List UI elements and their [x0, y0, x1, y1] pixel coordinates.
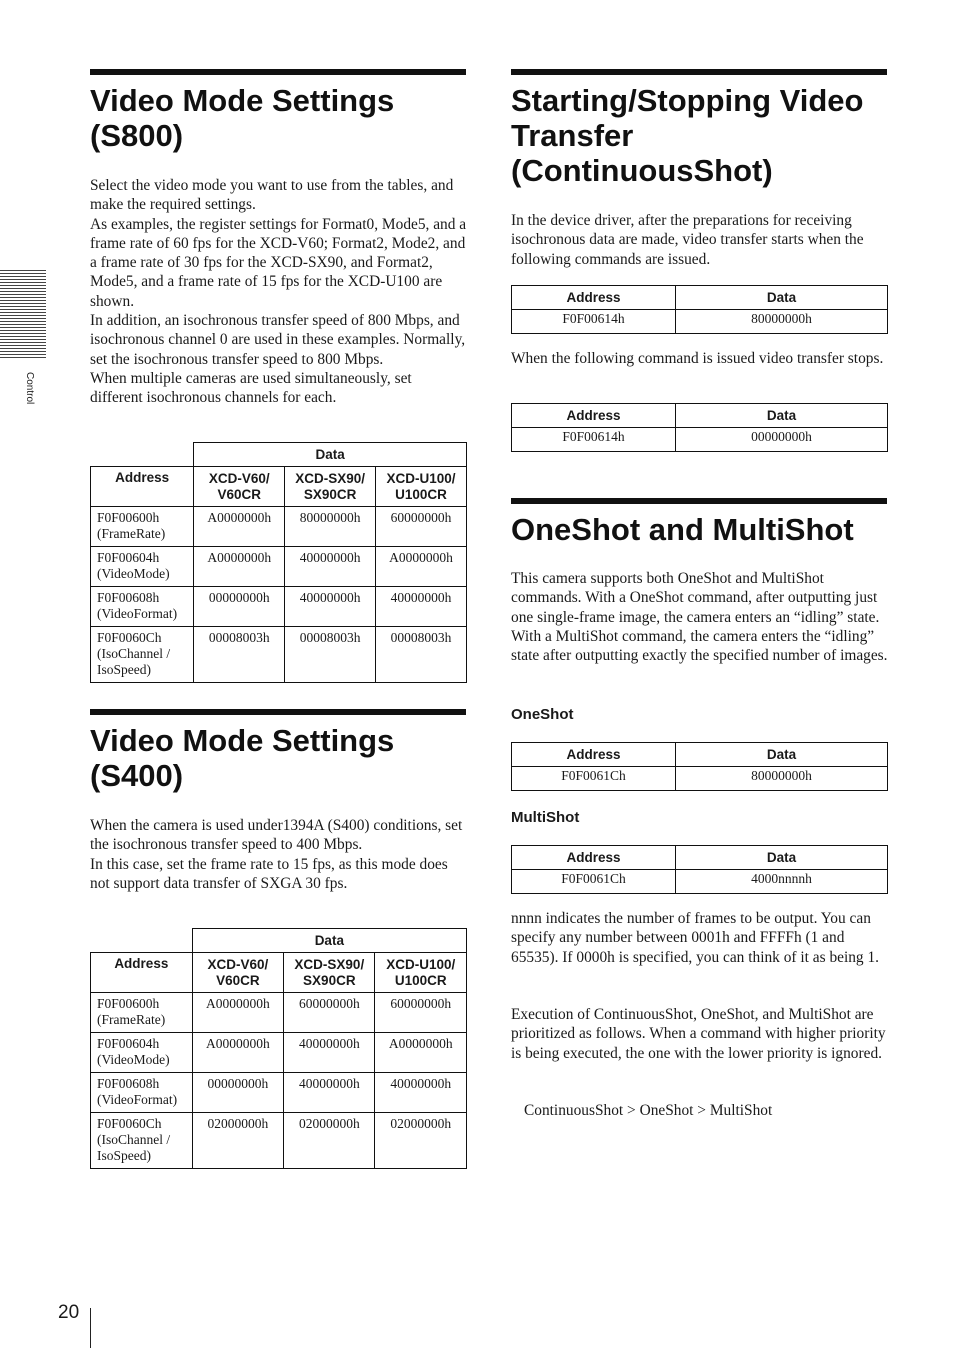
- oneshot-heading: OneShot: [511, 706, 574, 723]
- value-cell: 00000000h: [194, 587, 285, 627]
- oneshot-multishot-intro: [511, 569, 888, 665]
- table-col-header: XCD-SX90/ SX90CR: [284, 953, 375, 993]
- value-cell: 80000000h: [676, 767, 888, 791]
- address-cell: F0F00614h: [512, 310, 676, 334]
- table-row: [512, 767, 888, 791]
- s800-title: Video Mode Settings (S800): [90, 83, 395, 153]
- table-row: [91, 587, 467, 627]
- table-address-header: Address: [512, 743, 676, 767]
- address-cell: F0F00608h (VideoFormat): [91, 587, 194, 627]
- s800-para-4: When multiple cameras are used simultaneously, set different isochronous channels for each.: [90, 369, 412, 407]
- s400-para-1: When the camera is used under1394A (S400) conditions, set the isochronous transfer speed to 400 Mbps.: [90, 817, 463, 854]
- value-cell: 00000000h: [676, 428, 888, 452]
- table-data-header: Data: [676, 404, 888, 428]
- oneshot-heading-wrap: [511, 706, 888, 723]
- value-cell: 00008003h: [194, 627, 285, 683]
- table-data-header: Data: [676, 286, 888, 310]
- continuous-stop-table: [511, 403, 888, 452]
- table-address-header: Address: [91, 953, 193, 993]
- address-cell: F0F0060Ch (IsoChannel / IsoSpeed): [91, 1113, 193, 1169]
- value-cell: 02000000h: [375, 1113, 467, 1169]
- side-tab-label: Control: [24, 372, 35, 405]
- multishot-table: [511, 845, 888, 894]
- value-cell: 00008003h: [285, 627, 376, 683]
- s400-table: [90, 928, 467, 1169]
- value-cell: A0000000h: [375, 547, 466, 587]
- table-corner: [91, 929, 193, 953]
- address-cell: F0F00604h (VideoMode): [91, 547, 194, 587]
- continuous-body: [511, 211, 888, 269]
- table-col-header: XCD-V60/ V60CR: [194, 467, 285, 507]
- value-cell: 4000nnnnh: [676, 870, 888, 894]
- continuous-title: Starting/Stopping Video Transfer (ContinuousShot): [511, 83, 864, 188]
- table-row: [91, 993, 467, 1033]
- address-cell: F0F00614h: [512, 428, 676, 452]
- oneshot-table: [511, 742, 888, 791]
- s800-table: [90, 442, 467, 683]
- nnnn-para: nnnn indicates the number of frames to be output. You can specify any number between 0001h and FFFFh (1 and 65535). If 0000h is specified, you can think of it as being 1.: [511, 910, 880, 966]
- section-s400: [90, 709, 467, 793]
- s800-para-2: As examples, the register settings for Format0, Mode5, and a frame rate of 60 fps for the XCD-V60; Format2, Mode2, and a frame rate of 30 fps for the XCD-SX90, and Format2, Mode5, and a frame rate of 15 fps for the XCD-U100 are shown.: [90, 215, 467, 310]
- page-number-rule: [90, 1308, 91, 1348]
- table-col-header: XCD-U100/ U100CR: [375, 467, 466, 507]
- value-cell: A0000000h: [375, 1033, 467, 1073]
- value-cell: A0000000h: [194, 507, 285, 547]
- table-row: [91, 1073, 467, 1113]
- value-cell: A0000000h: [194, 547, 285, 587]
- value-cell: 80000000h: [285, 507, 376, 547]
- table-row: [512, 310, 888, 334]
- value-cell: 80000000h: [676, 310, 888, 334]
- value-cell: 40000000h: [284, 1073, 375, 1113]
- value-cell: 00000000h: [192, 1073, 284, 1113]
- continuous-body-2: [511, 349, 888, 368]
- multishot-heading: MultiShot: [511, 809, 580, 826]
- table-data-header: Data: [676, 846, 888, 870]
- table-row: [91, 1113, 467, 1169]
- section-rule: [90, 709, 466, 715]
- table-row: [91, 547, 467, 587]
- continuous-para-1: In the device driver, after the preparations for receiving isochronous data are made, video transfer starts when the following commands are issued.: [511, 212, 864, 268]
- continuous-start-table: [511, 285, 888, 334]
- value-cell: A0000000h: [192, 993, 284, 1033]
- multishot-heading-wrap: [511, 809, 888, 826]
- address-cell: F0F00600h (FrameRate): [91, 993, 193, 1033]
- s400-para-2: In this case, set the frame rate to 15 fps, as this mode does not support data transfer of SXGA 30 fps.: [90, 855, 448, 892]
- oneshot-multishot-intro-text: This camera supports both OneShot and MultiShot commands. With a OneShot command, after outputting just one single-frame image, the camera enters an “idling” state. With a MultiShot command, the camera enters the “idling” state after outputting exactly the specified number of images.: [511, 570, 888, 665]
- value-cell: 40000000h: [375, 587, 466, 627]
- continuous-para-2: When the following command is issued video transfer stops.: [511, 350, 884, 367]
- value-cell: 60000000h: [284, 993, 375, 1033]
- section-rule: [511, 69, 887, 75]
- priority-body: [511, 1005, 888, 1063]
- value-cell: 60000000h: [375, 993, 467, 1033]
- s800-body: [90, 176, 467, 408]
- section-rule: [90, 69, 466, 75]
- s400-title: Video Mode Settings (S400): [90, 723, 395, 793]
- priority-order: ContinuousShot > OneShot > MultiShot: [524, 1102, 773, 1119]
- value-cell: 40000000h: [285, 547, 376, 587]
- value-cell: 40000000h: [285, 587, 376, 627]
- table-row: [91, 1033, 467, 1073]
- address-cell: F0F00608h (VideoFormat): [91, 1073, 193, 1113]
- table-data-header: Data: [676, 743, 888, 767]
- s400-body: [90, 816, 467, 893]
- table-col-header: XCD-V60/ V60CR: [192, 953, 284, 993]
- value-cell: 00008003h: [375, 627, 466, 683]
- nnnn-body: [511, 909, 888, 967]
- value-cell: A0000000h: [192, 1033, 284, 1073]
- address-cell: F0F0061Ch: [512, 870, 676, 894]
- table-col-header: XCD-U100/ U100CR: [375, 953, 467, 993]
- side-tab-stripes: [0, 270, 46, 360]
- section-rule: [511, 498, 887, 504]
- table-address-header: Address: [512, 404, 676, 428]
- table-row: [512, 428, 888, 452]
- table-address-header: Address: [91, 467, 194, 507]
- table-row: [512, 870, 888, 894]
- value-cell: 60000000h: [375, 507, 466, 547]
- address-cell: F0F00600h (FrameRate): [91, 507, 194, 547]
- table-address-header: Address: [512, 846, 676, 870]
- value-cell: 40000000h: [284, 1033, 375, 1073]
- section-oneshot-multishot: [511, 498, 888, 547]
- page-number: 20: [58, 1302, 80, 1323]
- address-cell: F0F0060Ch (IsoChannel / IsoSpeed): [91, 627, 194, 683]
- table-data-header: Data: [192, 929, 466, 953]
- section-continuous: [511, 69, 888, 188]
- table-col-header: XCD-SX90/ SX90CR: [285, 467, 376, 507]
- priority-order-wrap: [524, 1101, 901, 1120]
- table-address-header: Address: [512, 286, 676, 310]
- value-cell: 02000000h: [192, 1113, 284, 1169]
- oneshot-multishot-title: OneShot and MultiShot: [511, 512, 854, 547]
- address-cell: F0F0061Ch: [512, 767, 676, 791]
- table-corner: [91, 443, 194, 467]
- table-data-header: Data: [194, 443, 467, 467]
- priority-para: Execution of ContinuousShot, OneShot, and MultiShot are prioritized as follows. When a command with higher priority is being executed, the one with the lower priority is ignored.: [511, 1006, 886, 1062]
- table-row: [91, 627, 467, 683]
- s800-para-3: In addition, an isochronous transfer speed of 800 Mbps, and isochronous channel 0 are used in these examples. Normally, set the isochronous transfer speed to 800 Mbps.: [90, 312, 466, 368]
- address-cell: F0F00604h (VideoMode): [91, 1033, 193, 1073]
- s800-para-1: Select the video mode you want to use from the tables, and make the required settings.: [90, 177, 454, 214]
- section-s800: [90, 69, 467, 153]
- table-row: [91, 507, 467, 547]
- value-cell: 40000000h: [375, 1073, 467, 1113]
- value-cell: 02000000h: [284, 1113, 375, 1169]
